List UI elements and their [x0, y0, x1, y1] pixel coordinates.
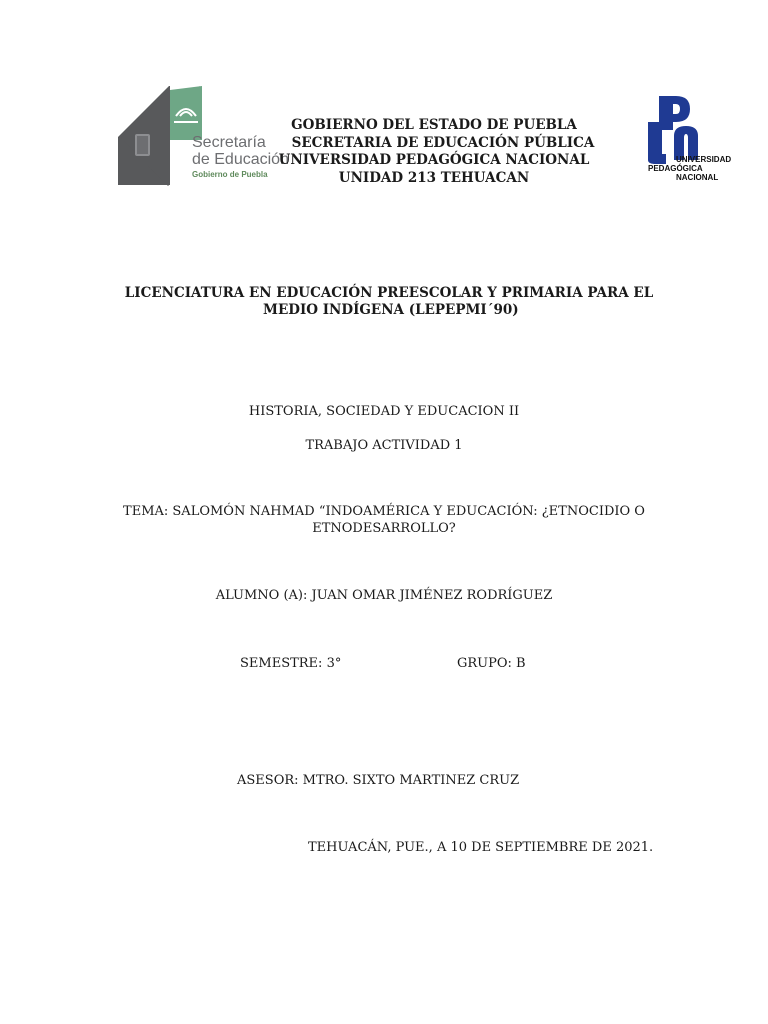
sep-logo-line1: Secretaría	[192, 134, 266, 151]
institution-header	[264, 117, 604, 187]
topic	[84, 503, 684, 537]
topic-line-1: TEMA: SALOMÓN NAHMAD “INDOAMÉRICA Y EDUCACIÓN: ¿ETNOCIDIO O	[123, 504, 645, 519]
group: GRUPO: B	[457, 656, 526, 671]
upn-logo-line3: NACIONAL	[676, 173, 719, 182]
topic-line-2: ETNODESARROLLO?	[312, 521, 456, 536]
upn-logo-line2: PEDAGÓGICA	[648, 164, 703, 173]
course-name: HISTORIA, SOCIEDAD Y EDUCACION II	[248, 404, 520, 419]
program-line-1: LICENCIATURA EN EDUCACIÓN PREESCOLAR Y PRIMARIA PARA EL	[124, 285, 654, 301]
header-line-2: SECRETARIA DE EDUCACIÓN PÚBLICA	[291, 134, 595, 151]
assignment-title: TRABAJO ACTIVIDAD 1	[305, 438, 463, 453]
semester: SEMESTRE: 3°	[240, 656, 342, 671]
header-line-1: GOBIERNO DEL ESTADO DE PUEBLA	[291, 117, 577, 133]
place-date: TEHUACÁN, PUE., A 10 DE SEPTIEMBRE DE 2021.	[308, 840, 654, 855]
program-line-2: MEDIO INDÍGENA (LEPEPMI´90)	[263, 302, 519, 318]
program-title	[100, 285, 678, 319]
sep-logo-line3: Gobierno de Puebla	[192, 170, 268, 179]
header-line-4: UNIDAD 213 TEHUACAN	[338, 169, 530, 186]
advisor: ASESOR: MTRO. SIXTO MARTINEZ CRUZ	[237, 773, 520, 788]
student-name: ALUMNO (A): JUAN OMAR JIMÉNEZ RODRÍGUEZ	[215, 588, 553, 603]
upn-logo-line1: UNIVERSIDAD	[676, 155, 732, 164]
sep-logo-line2: de Educación	[192, 151, 289, 168]
header-line-3: UNIVERSIDAD PEDAGÓGICA NACIONAL	[278, 152, 590, 168]
